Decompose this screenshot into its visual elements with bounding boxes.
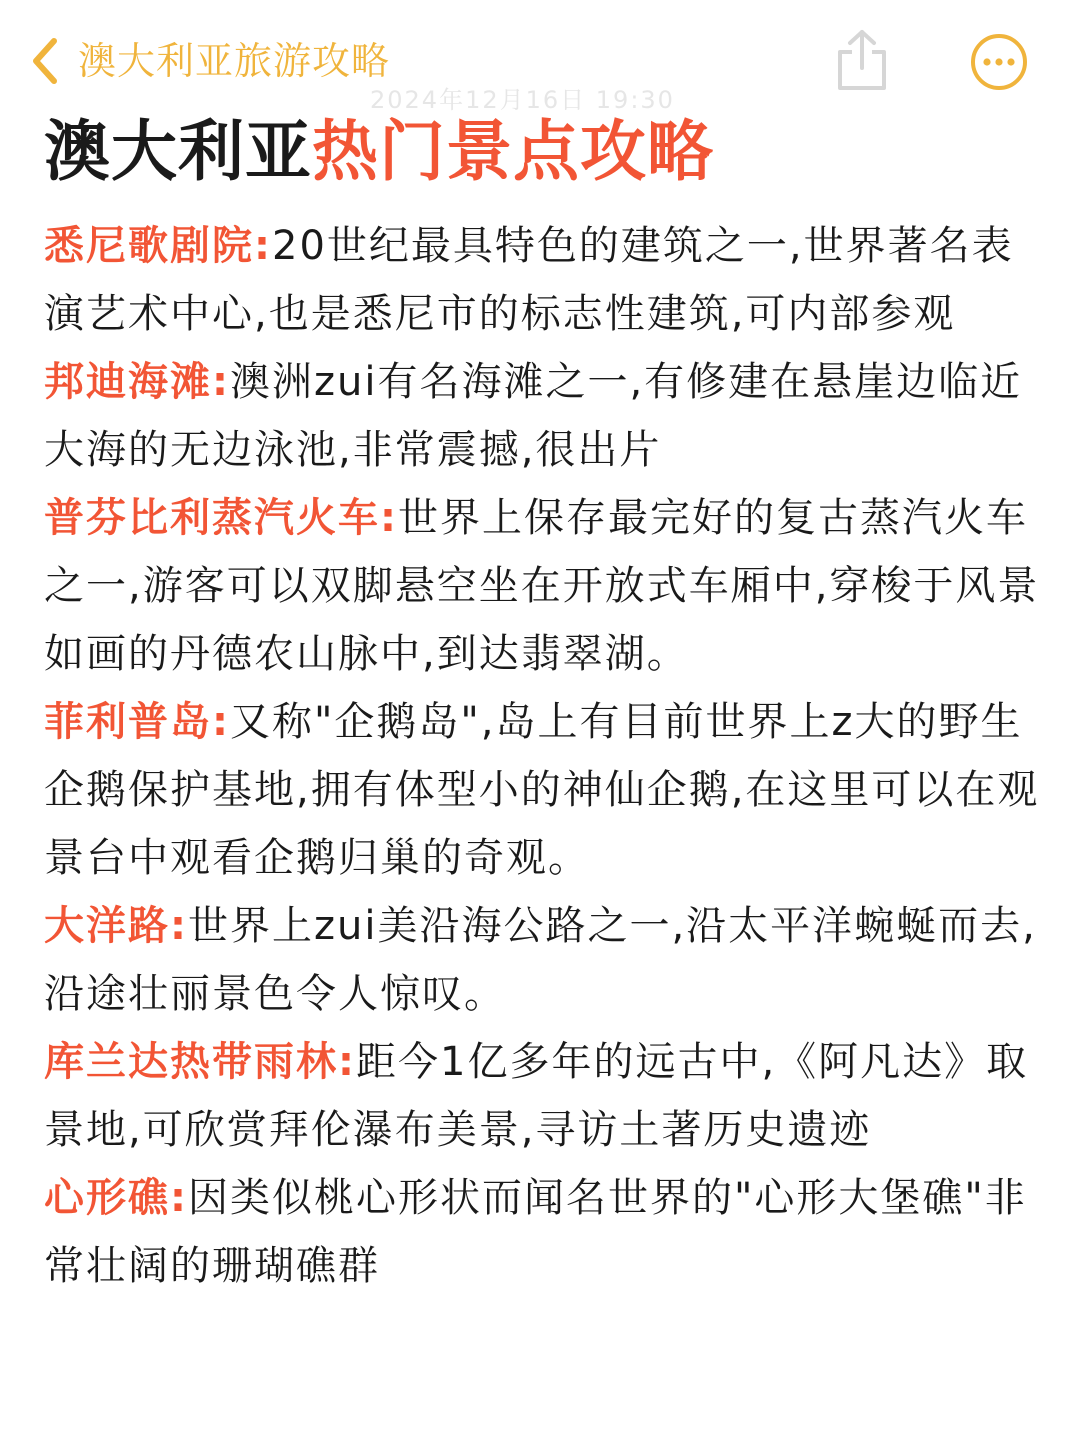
folder-name-label: 澳大利亚旅游攻略 bbox=[78, 39, 391, 83]
note-body bbox=[44, 212, 1040, 1300]
share-icon bbox=[832, 28, 892, 92]
attraction-description: 世界上zui美沿海公路之一,沿太平洋蜿蜒而去,沿途壮丽景色令人惊叹。 bbox=[44, 903, 1037, 1017]
attraction-name: 大洋路: bbox=[44, 903, 188, 949]
more-options-button[interactable] bbox=[970, 33, 1028, 91]
attraction-name: 菲利普岛: bbox=[44, 699, 230, 745]
attraction-name: 心形礁: bbox=[44, 1175, 188, 1221]
attraction-description: 距今1亿多年的远古中,《阿凡达》取景地,可欣赏拜伦瀑布美景,寻访土著历史遗迹 bbox=[44, 1039, 1029, 1153]
attraction-item bbox=[44, 892, 1040, 1028]
attraction-description: 因类似桃心形状而闻名世界的"心形大堡礁"非常壮阔的珊瑚礁群 bbox=[44, 1175, 1027, 1289]
title-part-highlight: 热门景点攻略 bbox=[312, 113, 714, 190]
attraction-item bbox=[44, 348, 1040, 484]
note-timestamp: 2024年12月16日 19:30 bbox=[370, 86, 675, 114]
attraction-item bbox=[44, 212, 1040, 348]
attraction-item bbox=[44, 1164, 1040, 1300]
attraction-name: 邦迪海滩: bbox=[44, 359, 230, 405]
attraction-item bbox=[44, 1028, 1040, 1164]
attraction-name: 悉尼歌剧院: bbox=[44, 223, 272, 269]
attraction-name: 普芬比利蒸汽火车: bbox=[44, 495, 398, 541]
attraction-item bbox=[44, 484, 1040, 688]
attraction-description: 世界上保存最完好的复古蒸汽火车之一,游客可以双脚悬空坐在开放式车厢中,穿梭于风景如画的丹德农山脉中,到达翡翠湖。 bbox=[44, 495, 1040, 677]
attraction-item bbox=[44, 688, 1040, 892]
back-button[interactable] bbox=[30, 34, 390, 88]
title-part-black: 澳大利亚 bbox=[44, 113, 312, 190]
share-button[interactable] bbox=[832, 28, 892, 92]
attraction-description: 20世纪最具特色的建筑之一,世界著名表演艺术中心,也是悉尼市的标志性建筑,可内部参观 bbox=[44, 223, 1014, 337]
attraction-name: 库兰达热带雨林: bbox=[44, 1039, 356, 1085]
attraction-description: 澳洲zui有名海滩之一,有修建在悬崖边临近大海的无边泳池,非常震撼,很出片 bbox=[44, 359, 1023, 473]
note-title bbox=[44, 112, 714, 192]
more-icon bbox=[970, 33, 1028, 91]
top-navigation-bar bbox=[0, 0, 1080, 120]
attraction-description: 又称"企鹅岛",岛上有目前世界上z大的野生企鹅保护基地,拥有体型小的神仙企鹅,在这里可以在观景台中观看企鹅归巢的奇观。 bbox=[44, 699, 1040, 881]
chevron-left-icon bbox=[30, 37, 60, 85]
